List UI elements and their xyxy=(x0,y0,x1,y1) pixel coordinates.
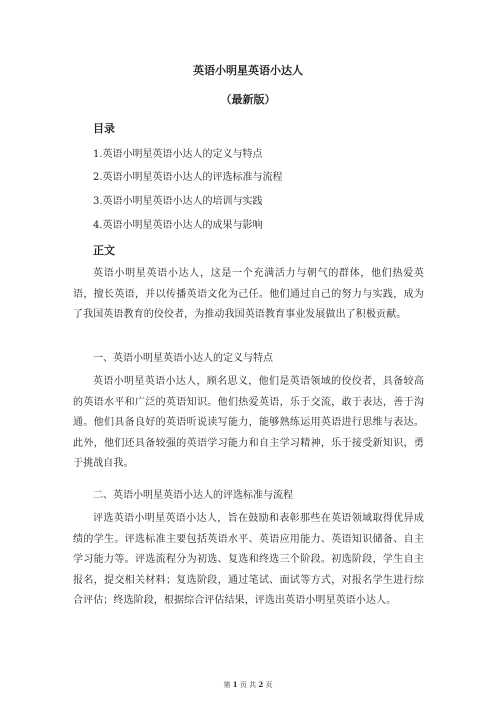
document-edition: （最新版） xyxy=(220,93,276,106)
footer-current-page: 1 xyxy=(232,680,238,689)
footer-middle: 页 共 xyxy=(239,681,257,689)
section1-title: 一、英语小明星英语小达人的定义与特点 xyxy=(93,353,273,364)
toc-item-3: 3.英语小明星英语小达人的培训与实践 xyxy=(93,196,263,207)
footer-suffix: 页 xyxy=(265,681,273,689)
toc-item-2: 2.英语小明星英语小达人的评选标准与流程 xyxy=(93,172,283,183)
intro-paragraph: 英语小明星英语小达人，这是一个充满活力与朝气的群体，他们热爱英语，擅长英语，并以传播英语文化为己任。他们通过自己的努力与实践，成为了我国英语教育的佼佼者，为推动我国英语教育事业发展做出了积极贡献。 xyxy=(73,268,424,321)
section2-paragraph: 评选英语小明星英语小达人，旨在鼓励和表彰那些在英语领域取得优异成绩的学生。评选标准主要包括英语水平、英语应用能力、英语知识储备、自主学习能力等。评选流程分为初选、复选和终选三个阶段。初选阶段，学生自主报名，提交相关材料；复选阶段，通过笔试、面试等方式，对报名学生进行综合评估；终选阶段，根据综合评估结果，评选出英语小明星英语小达人。 xyxy=(73,513,424,607)
section1-paragraph: 英语小明星英语小达人，顾名思义，他们是英语领域的佼佼者，具备较高的英语水平和广泛的英语知识。他们热爱英语，乐于交流，敢于表达，善于沟通。他们具备良好的英语听说读写能力，能够熟练运用英语进行思维与表达。此外，他们还具备较强的英语学习能力和自主学习精神，乐于接受新知识，勇于挑战自我。 xyxy=(73,376,424,470)
document-title: 英语小明星英语小达人 xyxy=(193,64,303,77)
footer-total-pages: 2 xyxy=(258,680,264,689)
section2-title: 二、英语小明星英语小达人的评选标准与流程 xyxy=(93,490,293,501)
toc-heading: 目录 xyxy=(93,122,115,135)
body-heading: 正文 xyxy=(93,244,115,257)
toc-item-1: 1.英语小明星英语小达人的定义与特点 xyxy=(93,149,263,160)
footer-prefix: 第 xyxy=(223,681,231,689)
toc-item-4: 4.英语小明星英语小达人的成果与影响 xyxy=(93,220,263,231)
page-footer xyxy=(0,680,496,690)
